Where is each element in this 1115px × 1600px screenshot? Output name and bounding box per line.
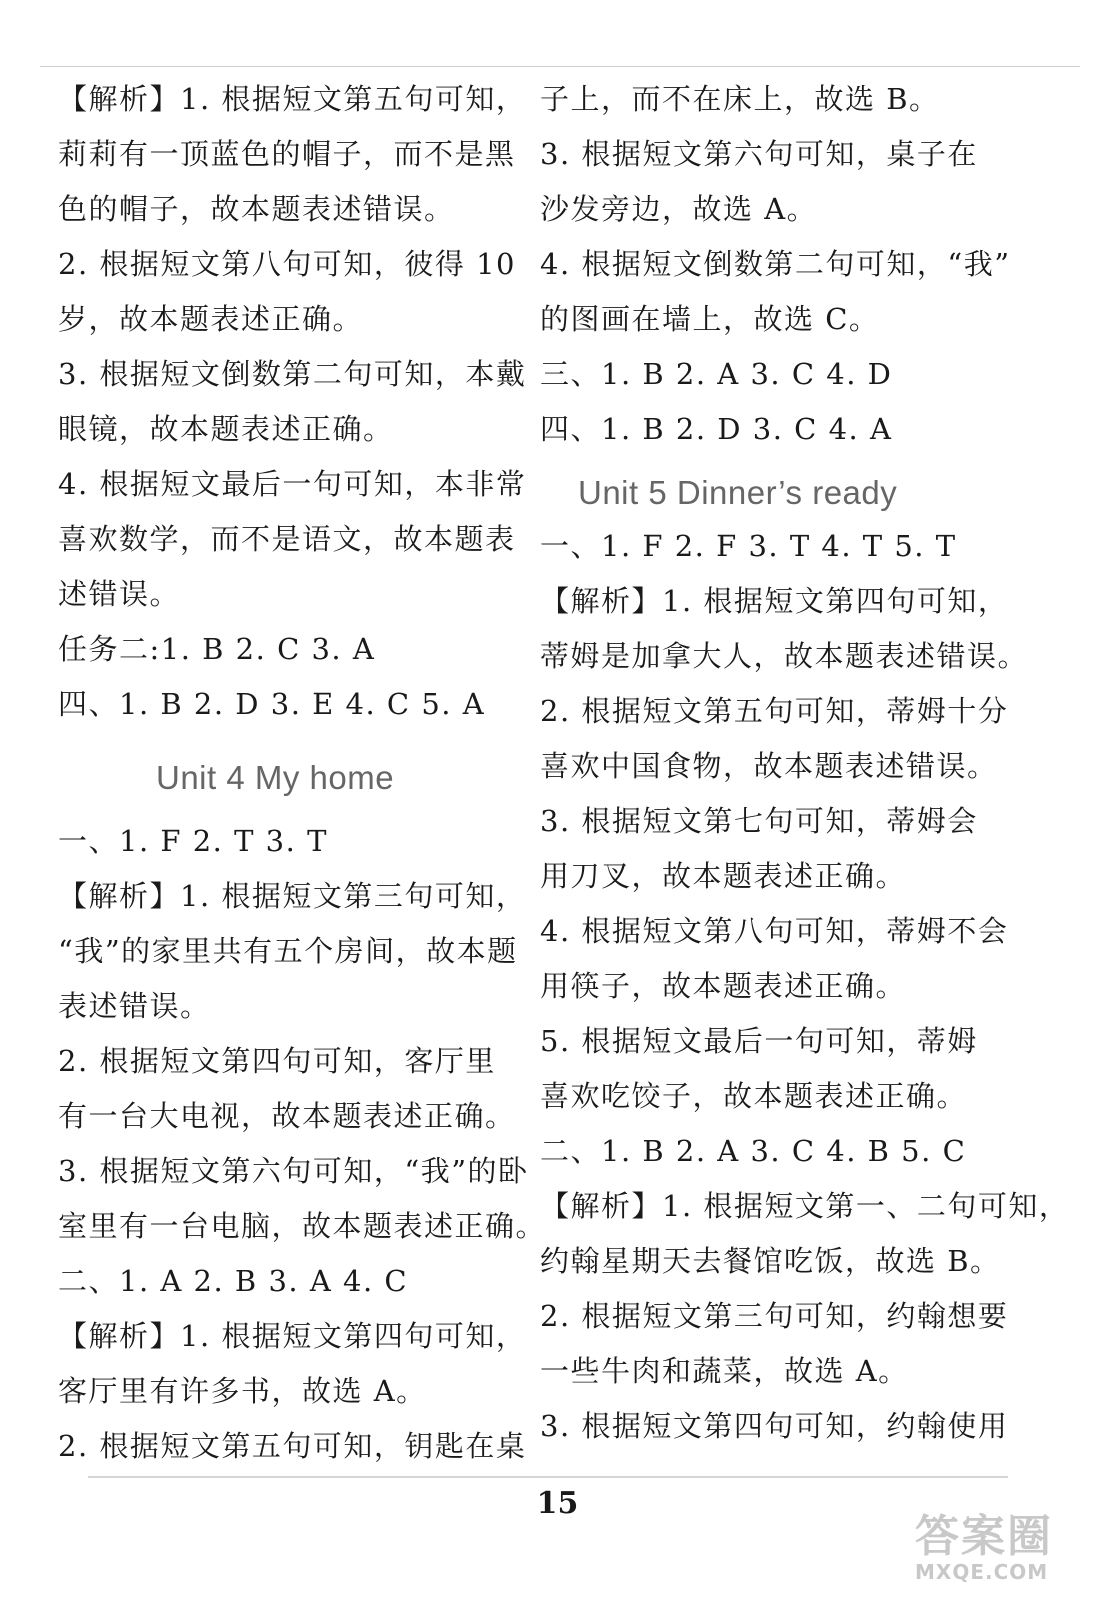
answer-line: 沙发旁边，故选 A。 [540,192,818,226]
answer-line: 约翰星期天去餐馆吃饭，故选 B。 [540,1244,1001,1278]
answer-line: 一、1. F 2. F 3. T 4. T 5. T [540,529,957,563]
answer-line: 一些牛肉和蔬菜，故选 A。 [540,1354,909,1388]
answer-line: 3. 根据短文倒数第二句可知，本戴 [58,357,527,391]
answer-line: 2. 根据短文第五句可知，钥匙在桌 [58,1429,527,1463]
answer-line: 有一台大电视，故本题表述正确。 [58,1099,516,1133]
watermark-bottom: MXQE.COM [915,1560,1049,1584]
answer-line: 2. 根据短文第五句可知，蒂姆十分 [540,694,1009,728]
answer-line: 喜欢中国食物，故本题表述错误。 [540,749,998,783]
left-column [58,72,547,1474]
answer-line: 2. 根据短文第三句可知，约翰想要 [540,1299,1009,1333]
answer-line: 蒂姆是加拿大人，故本题表述错误。 [540,639,1029,673]
page-number: 15 [536,1486,579,1521]
answer-line: 喜欢数学，而不是语文，故本题表 [58,522,516,556]
answer-line: 子上，而不在床上，故选 B。 [540,82,940,116]
right-column [540,72,1070,1454]
watermark-top: 答案圈 [915,1511,1053,1562]
answer-line: 【解析】1. 根据短文第四句可知， [540,584,1009,618]
answer-line: 室里有一台电脑，故本题表述正确。 [58,1209,547,1243]
answer-line: 表述错误。 [58,989,211,1023]
answer-line: 【解析】1. 根据短文第五句可知， [58,82,527,116]
answer-line: 4. 根据短文最后一句可知，本非常 [58,467,527,501]
answer-line: 3. 根据短文第六句可知，桌子在 [540,137,978,171]
answer-line: “我”的家里共有五个房间，故本题 [58,934,518,968]
answer-line: 眼镜，故本题表述正确。 [58,412,394,446]
answer-line: 色的帽子，故本题表述错误。 [58,192,455,226]
answer-line: 莉莉有一顶蓝色的帽子，而不是黑 [58,137,516,171]
top-rule [40,66,1080,67]
answer-line: 5. 根据短文最后一句可知，蒂姆 [540,1024,978,1058]
answer-line: 一、1. F 2. T 3. T [58,824,328,858]
answer-line: 二、1. A 2. B 3. A 4. C [58,1264,409,1298]
answer-line: 喜欢吃饺子，故本题表述正确。 [540,1079,968,1113]
bottom-rule [88,1476,1008,1478]
answer-line: 二、1. B 2. A 3. C 4. B 5. C [540,1134,967,1168]
answer-line: 【解析】1. 根据短文第三句可知， [58,879,527,913]
answer-line: 用刀叉，故本题表述正确。 [540,859,907,893]
answer-line: 的图画在墙上，故选 C。 [540,302,880,336]
answer-line: 3. 根据短文第七句可知，蒂姆会 [540,804,978,838]
answer-line: 用筷子，故本题表述正确。 [540,969,907,1003]
unit-heading: Unit 5 Dinner’s ready [578,474,898,511]
answer-line: 三、1. B 2. A 3. C 4. D [540,357,893,391]
answer-line: 3. 根据短文第四句可知，约翰使用 [540,1409,1009,1443]
answer-line: 2. 根据短文第四句可知，客厅里 [58,1044,496,1078]
answer-line: 4. 根据短文第八句可知，蒂姆不会 [540,914,1009,948]
answer-line: 3. 根据短文第六句可知，“我”的卧 [58,1154,529,1188]
answer-line: 2. 根据短文第八句可知，彼得 10 [58,247,517,281]
answer-line: 述错误。 [58,577,181,611]
answer-line: 岁，故本题表述正确。 [58,302,364,336]
answer-line: 【解析】1. 根据短文第一、二句可知， [540,1189,1070,1223]
answer-line: 四、1. B 2. D 3. C 4. A [540,412,893,446]
answer-line: 客厅里有许多书，故选 A。 [58,1374,427,1408]
answer-line: 【解析】1. 根据短文第四句可知， [58,1319,527,1353]
answer-line: 任务二:1. B 2. C 3. A [58,632,376,666]
watermark-logo [915,1500,1105,1590]
answer-line: 四、1. B 2. D 3. E 4. C 5. A [58,687,486,721]
unit-heading: Unit 4 My home [156,759,395,796]
answer-line: 4. 根据短文倒数第二句可知，“我” [540,247,1011,281]
